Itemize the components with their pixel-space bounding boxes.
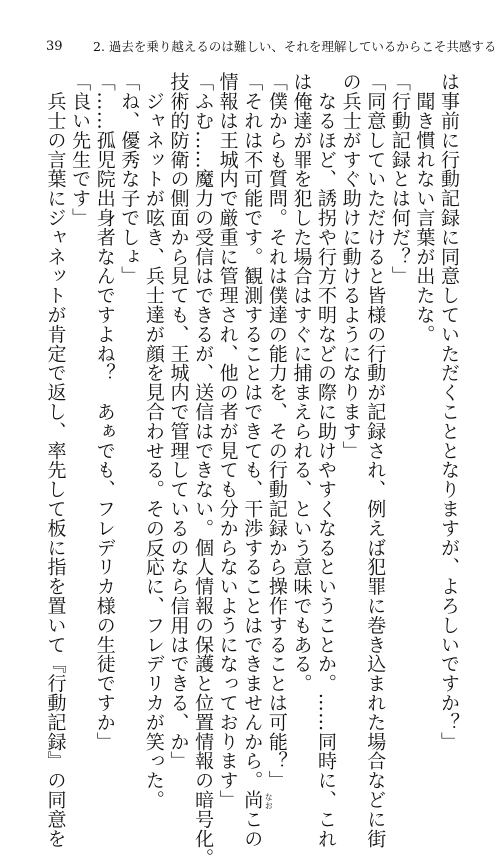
text-line: 「……孤児院出身者なんですよね？ あぁでも、フレデリカ様の生徒ですか」 [93,72,116,751]
text-line: 技術的防衛の側面から見ても、王城内で管理しているのなら信用はできる、か」 [167,72,190,771]
chapter-running-head: 2. 過去を乗り越えるのは難しい、それを理解しているからこそ共感する [93,39,497,54]
text-line: の兵士がすぐ助けに動けるようになります」 [339,72,362,460]
text-line: 「良い先生です」 [69,72,92,228]
text-line: 「同意していただけると皆様の行動が記録され、例えば犯罪に巻き込まれた場合などに街 [364,72,387,848]
body-text [44,72,461,867]
text-line: なるほど、誘拐や行方不明などの際に助けやすくなるということか。……同時に、これ [315,72,338,848]
text-line: は俺達が罪を犯した場合はすぐに捕まえられる、という意味でもある。 [290,72,313,693]
ruby-base: 尚 なお [241,789,274,810]
text-line: ジャネットが呟き、兵士達が顔を見合わせる。その反応に、フレデリカが笑った。 [142,72,165,810]
ruby-reading: なお [264,792,274,810]
text-line: は事前に行動記録に同意していただくこととなりますが、よろしいですか？」 [438,72,460,751]
text-line: 「それは不可能です。観測することはできても、干渉することはできませんから。尚 なお この [241,72,274,849]
text-line: 「ふむ……魔力の受信はできるが、送信はできない。個人情報の保護と位置情報の暗号化。 [192,72,215,867]
page-header [0,40,500,60]
text-line: 情報は王城内で厳重に管理され、他の者が見ても分からないようになっております」 [216,72,239,810]
text-line: 聞き慣れない言葉が出たな。 [413,72,436,344]
text-line-with-ruby [240,72,274,849]
text-line: 「行動記録とは何だ？」 [388,72,411,286]
page-number: 39 [46,39,63,54]
text-line: 「僕からも質問。それは僕達の能力を、その行動記録から操作することは可能？」 [265,72,288,790]
text-line: 「ね、優秀な子でしょ」 [118,72,141,286]
text-line: 兵士の言葉にジャネットが肯定で返し、率先して板に指を置いて『行動記録』の同意を [44,72,67,848]
